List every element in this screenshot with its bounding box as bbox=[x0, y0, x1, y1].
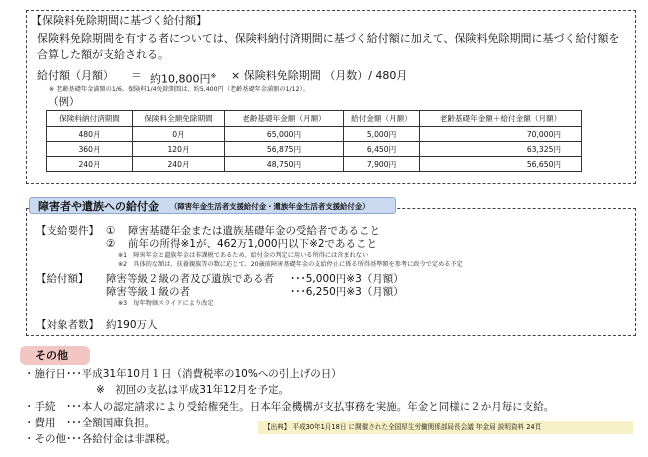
table-header-row bbox=[47, 111, 582, 127]
list-item: ・手続 ･･･本人の認定請求により受給権発生。日本年金機構が支払事務を実施。年金と同様に２か月毎に支給。 bbox=[24, 401, 555, 413]
table-cell: 48,750円 bbox=[225, 157, 344, 172]
formula-amount: 約10,800円※ bbox=[150, 72, 217, 86]
table-header: 老齢基礎年金額＋給付金額（月額） bbox=[420, 111, 582, 127]
table-cell: 63,325円 bbox=[420, 142, 582, 157]
banner-subtitle: （障害年金生活者支援給付金・遺族年金生活者支援給付金） bbox=[170, 202, 370, 211]
requirement-2-number: ② bbox=[106, 238, 116, 250]
table-cell: 240月 bbox=[133, 157, 225, 172]
formula-equals: ＝ bbox=[131, 69, 142, 82]
source-citation: 【出典】 平成30年1月18日 に開催された全国厚生労働関係部局長会議 年金局 説明資料 24頁 bbox=[258, 421, 633, 434]
table-cell: 6,450円 bbox=[344, 142, 420, 157]
amount-2-value: ･･･6,250円※3（月額） bbox=[290, 286, 404, 298]
list-item: ・その他･･･各給付金は非課税。 bbox=[24, 433, 177, 445]
table-cell: 56,875円 bbox=[225, 142, 344, 157]
section3-heading: その他 bbox=[35, 349, 68, 362]
table-row bbox=[47, 157, 582, 172]
table-header: 給付金額（月額） bbox=[344, 111, 420, 127]
table-cell: 65,000円 bbox=[225, 127, 344, 142]
list-item: ・施行日･･･平成31年10月１日（消費税率の10%への引上げの日） bbox=[24, 368, 342, 380]
table-cell: 480月 bbox=[47, 127, 133, 142]
table-cell: 56,650円 bbox=[420, 157, 582, 172]
amount-label: 【給付額】 bbox=[36, 273, 89, 285]
table-header: 保険料納付済期間 bbox=[47, 111, 133, 127]
section1-desc-line1: 保険料免除期間を有する者については、保険料納付済期間に基づく給付額に加えて、保険料免除期間に基づく給付額を bbox=[37, 32, 620, 45]
formula-label: 給付額（月額） bbox=[37, 69, 114, 82]
table-cell: 360月 bbox=[47, 142, 133, 157]
requirement-2: 前年の所得※1が、462万1,000円以下※2であること bbox=[128, 238, 378, 250]
target-count-label: 【対象者数】 bbox=[36, 319, 99, 331]
amount-1-value: ･･･5,000円※3（月額） bbox=[290, 273, 404, 285]
section1-desc-line2: 合算した額が支給される。 bbox=[37, 48, 169, 61]
table-cell: 7,900円 bbox=[344, 157, 420, 172]
requirement-1: 障害基礎年金または遺族基礎年金の受給者であること bbox=[128, 225, 380, 237]
table-cell: 70,000円 bbox=[420, 127, 582, 142]
formula-rest: × 保険料免除期間 （月数）/ 480月 bbox=[231, 69, 408, 82]
target-count-value: 約190万人 bbox=[106, 319, 158, 331]
requirement-note-2: ※2 具体的な額は、扶養親族等の数に応じて、20歳前障害基礎年金の支給停止に係る所得基準額を参考に政令で定める予定 bbox=[118, 261, 463, 268]
amount-1-name: 障害等級２級の者及び遺族である者 bbox=[106, 273, 274, 285]
amount-note: ※3 毎年物価スライドにより改定 bbox=[118, 300, 214, 307]
list-item: ・費用 ･･･全額国庫負担。 bbox=[24, 417, 156, 429]
table-cell: 0月 bbox=[133, 127, 225, 142]
formula-note: ※ 老齢基礎年金満額の1/6。保険料1/4免除期間は、約5,400円（老齢基礎年金満額の1/12）。 bbox=[49, 86, 309, 93]
section3-heading-pill bbox=[20, 346, 90, 365]
requirements-label: 【支給要件】 bbox=[36, 225, 99, 237]
table-header: 老齢基礎年金額（月額） bbox=[225, 111, 344, 127]
table-row bbox=[47, 142, 582, 157]
requirement-note-1: ※1 障害年金と遺族年金は非課税であるため、給付金の判定に用いる所得には含まれない bbox=[118, 252, 369, 259]
example-label: （例） bbox=[48, 96, 80, 108]
example-table bbox=[46, 110, 582, 172]
table-header: 保険料全額免除期間 bbox=[133, 111, 225, 127]
table-row bbox=[47, 127, 582, 142]
table-cell: 5,000円 bbox=[344, 127, 420, 142]
table-cell: 240月 bbox=[47, 157, 133, 172]
table-cell: 120月 bbox=[133, 142, 225, 157]
section1-heading: 【保険料免除期間に基づく給付額】 bbox=[31, 14, 207, 27]
section2-banner bbox=[29, 197, 396, 214]
requirement-1-number: ① bbox=[106, 225, 116, 237]
list-item: ※ 初回の支払は平成31年12月を予定。 bbox=[96, 384, 290, 396]
banner-title: 障害者や遺族への給付金 bbox=[38, 200, 159, 213]
amount-2-name: 障害等級１級の者 bbox=[106, 286, 190, 298]
